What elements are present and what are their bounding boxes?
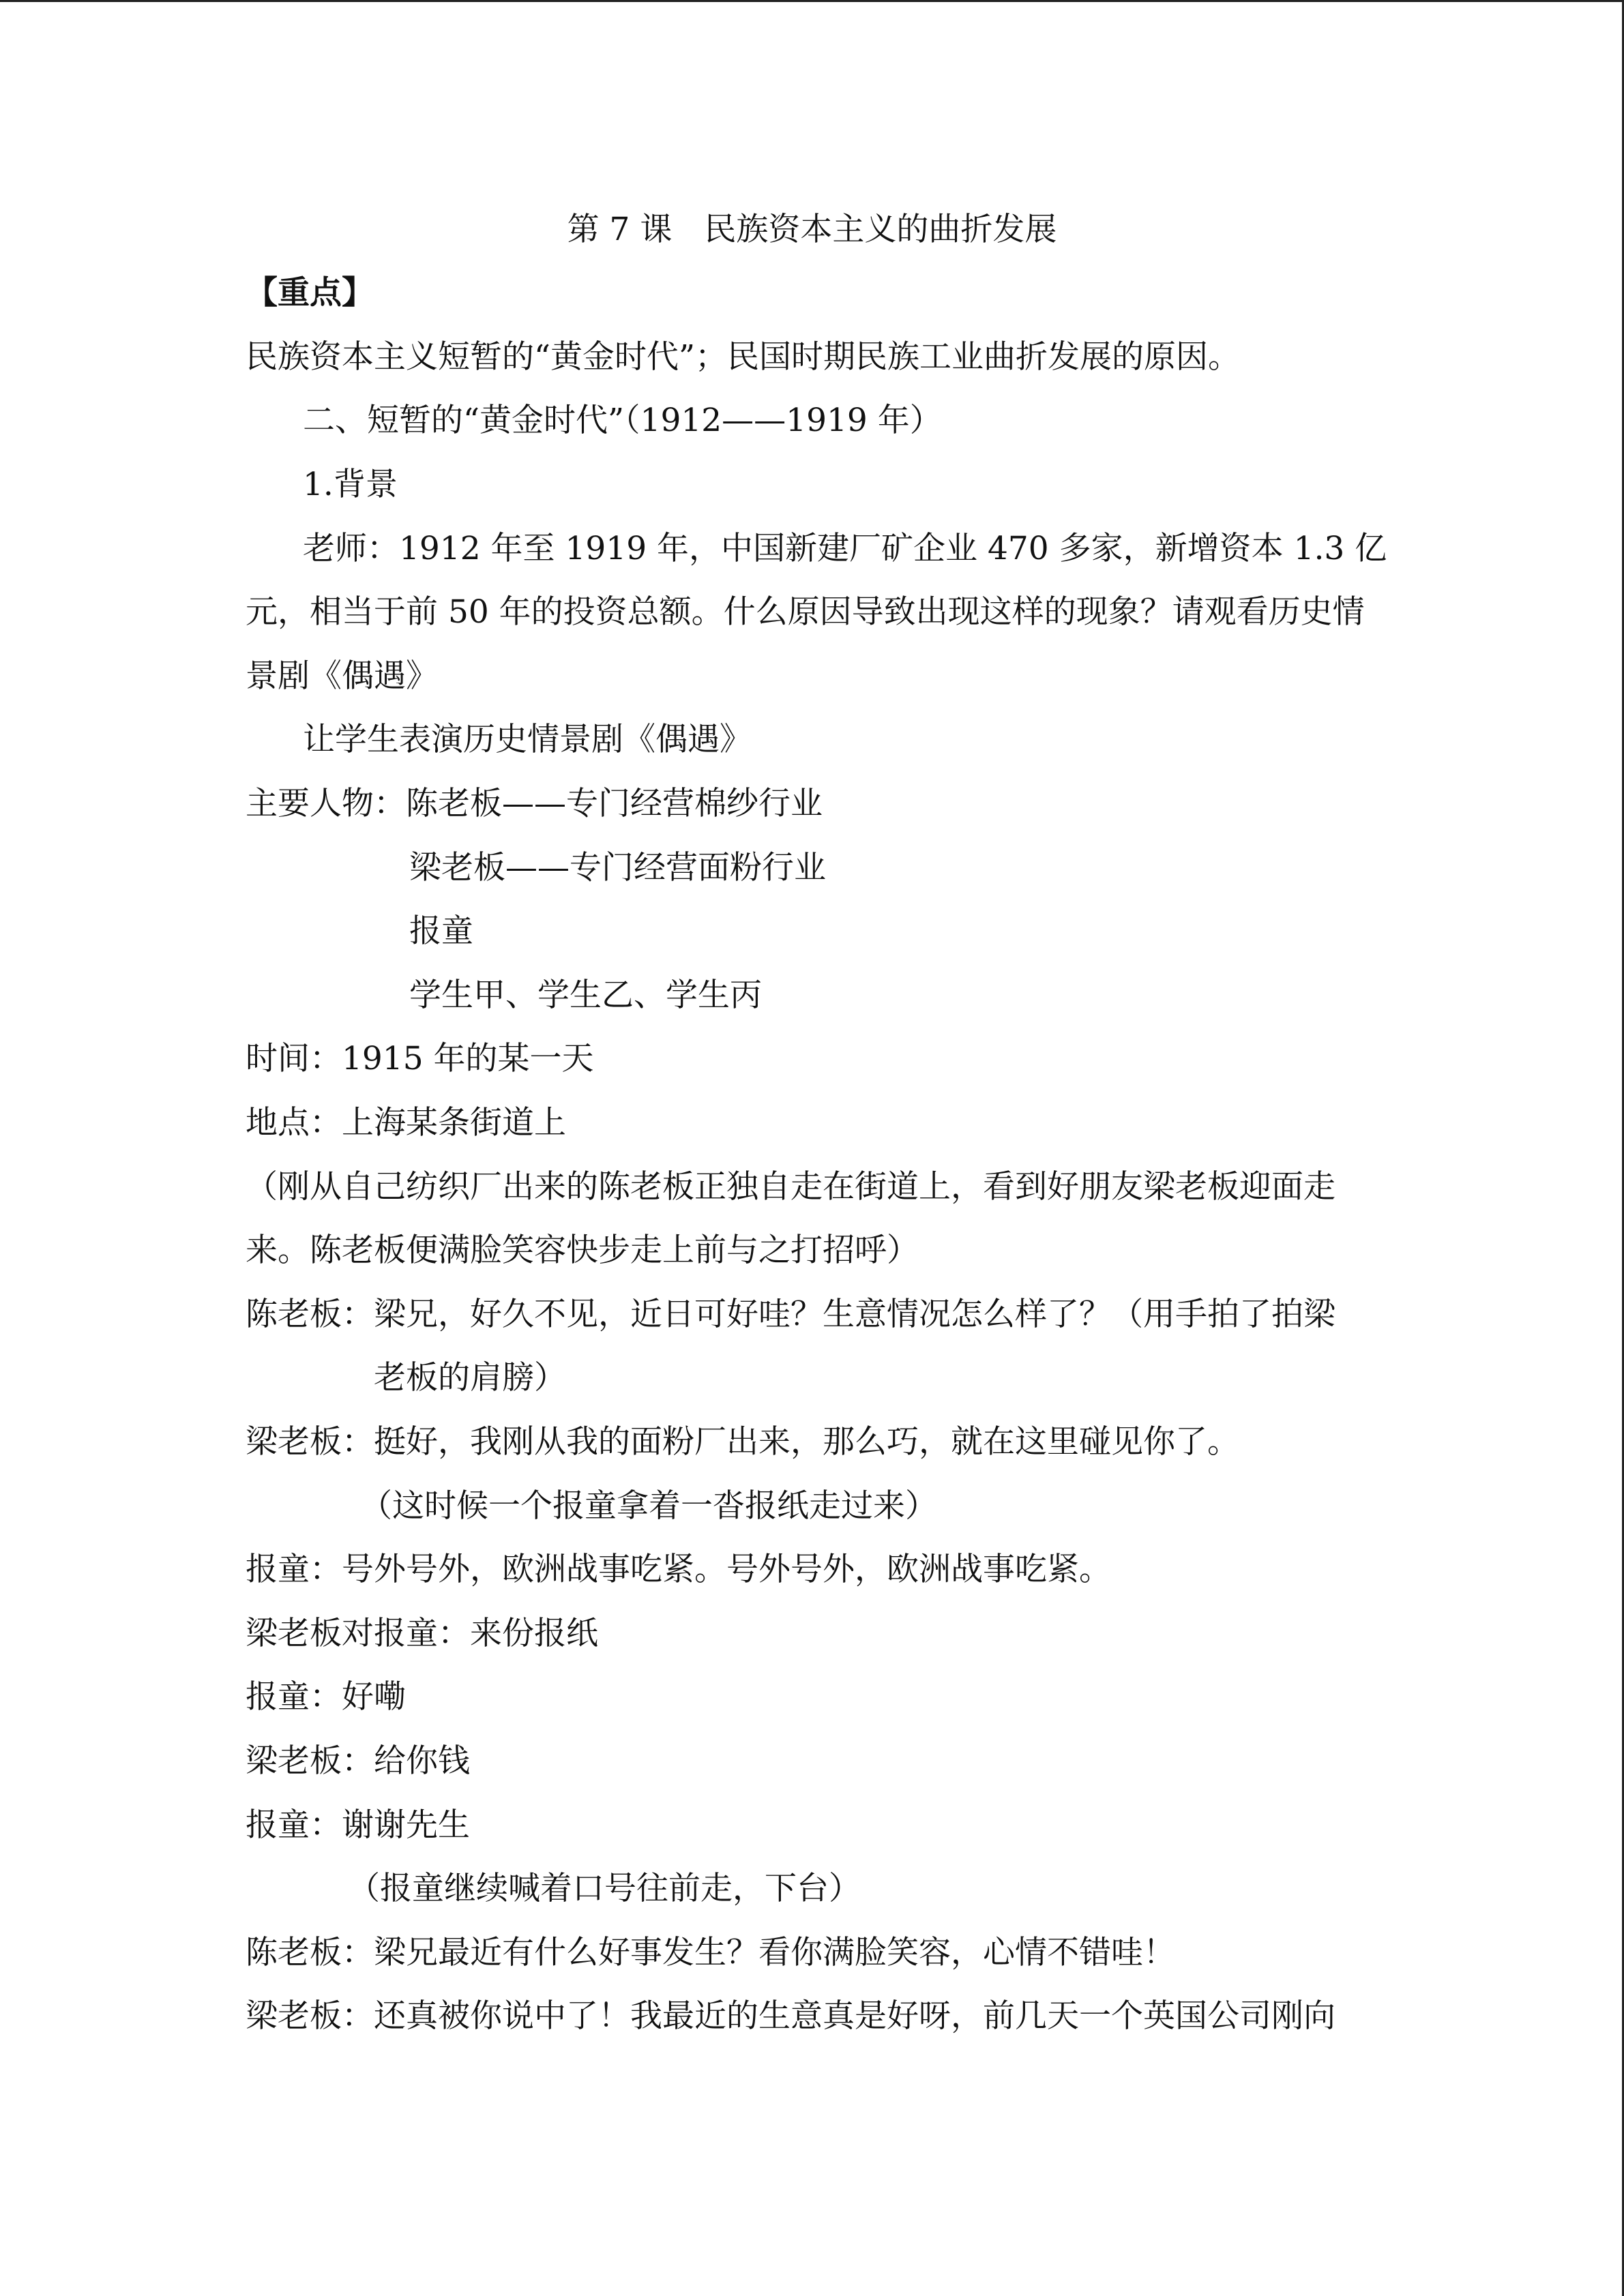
dialogue-line-7: 报童：谢谢先生 [246, 1806, 470, 1844]
time-line: 时间：1915 年的某一天 [246, 1040, 594, 1077]
stage-direction-1-line-2: 来。陈老板便满脸笑容快步走上前与之打招呼） [246, 1232, 919, 1269]
key-points: 民族资本主义短暂的“黄金时代”；民国时期民族工业曲折发展的原因。 [246, 338, 1241, 376]
place-line: 地点：上海某条街道上 [246, 1104, 566, 1142]
characters-line-4: 学生甲、学生乙、学生丙 [409, 976, 762, 1014]
subsection-heading: 1.背景 [303, 466, 398, 503]
characters-line-3: 报童 [409, 912, 473, 950]
dialogue-line-9: 梁老板：还真被你说中了！我最近的生意真是好呀，前几天一个英国公司刚向 [246, 1997, 1335, 2035]
stage-direction-3: （报童继续喊着口号往前走，下台） [348, 1870, 861, 1907]
characters-line-1: 主要人物：陈老板——专门经营棉纱行业 [246, 785, 823, 822]
dialogue-line-4: 梁老板对报童：来份报纸 [246, 1615, 598, 1652]
teacher-paragraph-line-3: 景剧《偶遇》 [246, 657, 438, 695]
key-heading: 【重点】 [246, 274, 374, 312]
dialogue-line-2: 梁老板：挺好，我刚从我的面粉厂出来，那么巧，就在这里碰见你了。 [246, 1423, 1239, 1461]
characters-line-2: 梁老板——专门经营面粉行业 [409, 849, 826, 886]
page-title: 第 7 课 民族资本主义的曲折发展 [567, 211, 1057, 248]
dialogue-line-8: 陈老板：梁兄最近有什么好事发生？看你满脸笑容，心情不错哇！ [246, 1934, 1175, 1971]
teacher-paragraph-line-1: 老师：1912 年至 1919 年，中国新建厂矿企业 470 多家，新增资本 1.3 亿 [303, 530, 1387, 567]
dialogue-line-6: 梁老板：给你钱 [246, 1742, 470, 1780]
section-heading: 二、短暂的“黄金时代”（1912——1919 年） [303, 402, 942, 439]
teacher-paragraph-line-2: 元，相当于前 50 年的投资总额。什么原因导致出现这样的现象？请观看历史情 [246, 593, 1365, 631]
dialogue-line-1a: 陈老板：梁兄，好久不见，近日可好哇？生意情况怎么样了？（用手拍了拍梁 [246, 1296, 1335, 1333]
stage-direction-2: （这时候一个报童拿着一沓报纸走过来） [360, 1487, 937, 1525]
dialogue-line-1b: 老板的肩膀） [374, 1359, 566, 1397]
instruction: 让学生表演历史情景剧《偶遇》 [303, 721, 752, 758]
dialogue-line-3: 报童：号外号外，欧洲战事吃紧。号外号外，欧洲战事吃紧。 [246, 1551, 1111, 1588]
dialogue-line-5: 报童：好嘞 [246, 1678, 406, 1716]
stage-direction-1-line-1: （刚从自己纺织厂出来的陈老板正独自走在街道上，看到好朋友梁老板迎面走 [246, 1168, 1335, 1206]
page-border-top [0, 0, 1624, 2]
